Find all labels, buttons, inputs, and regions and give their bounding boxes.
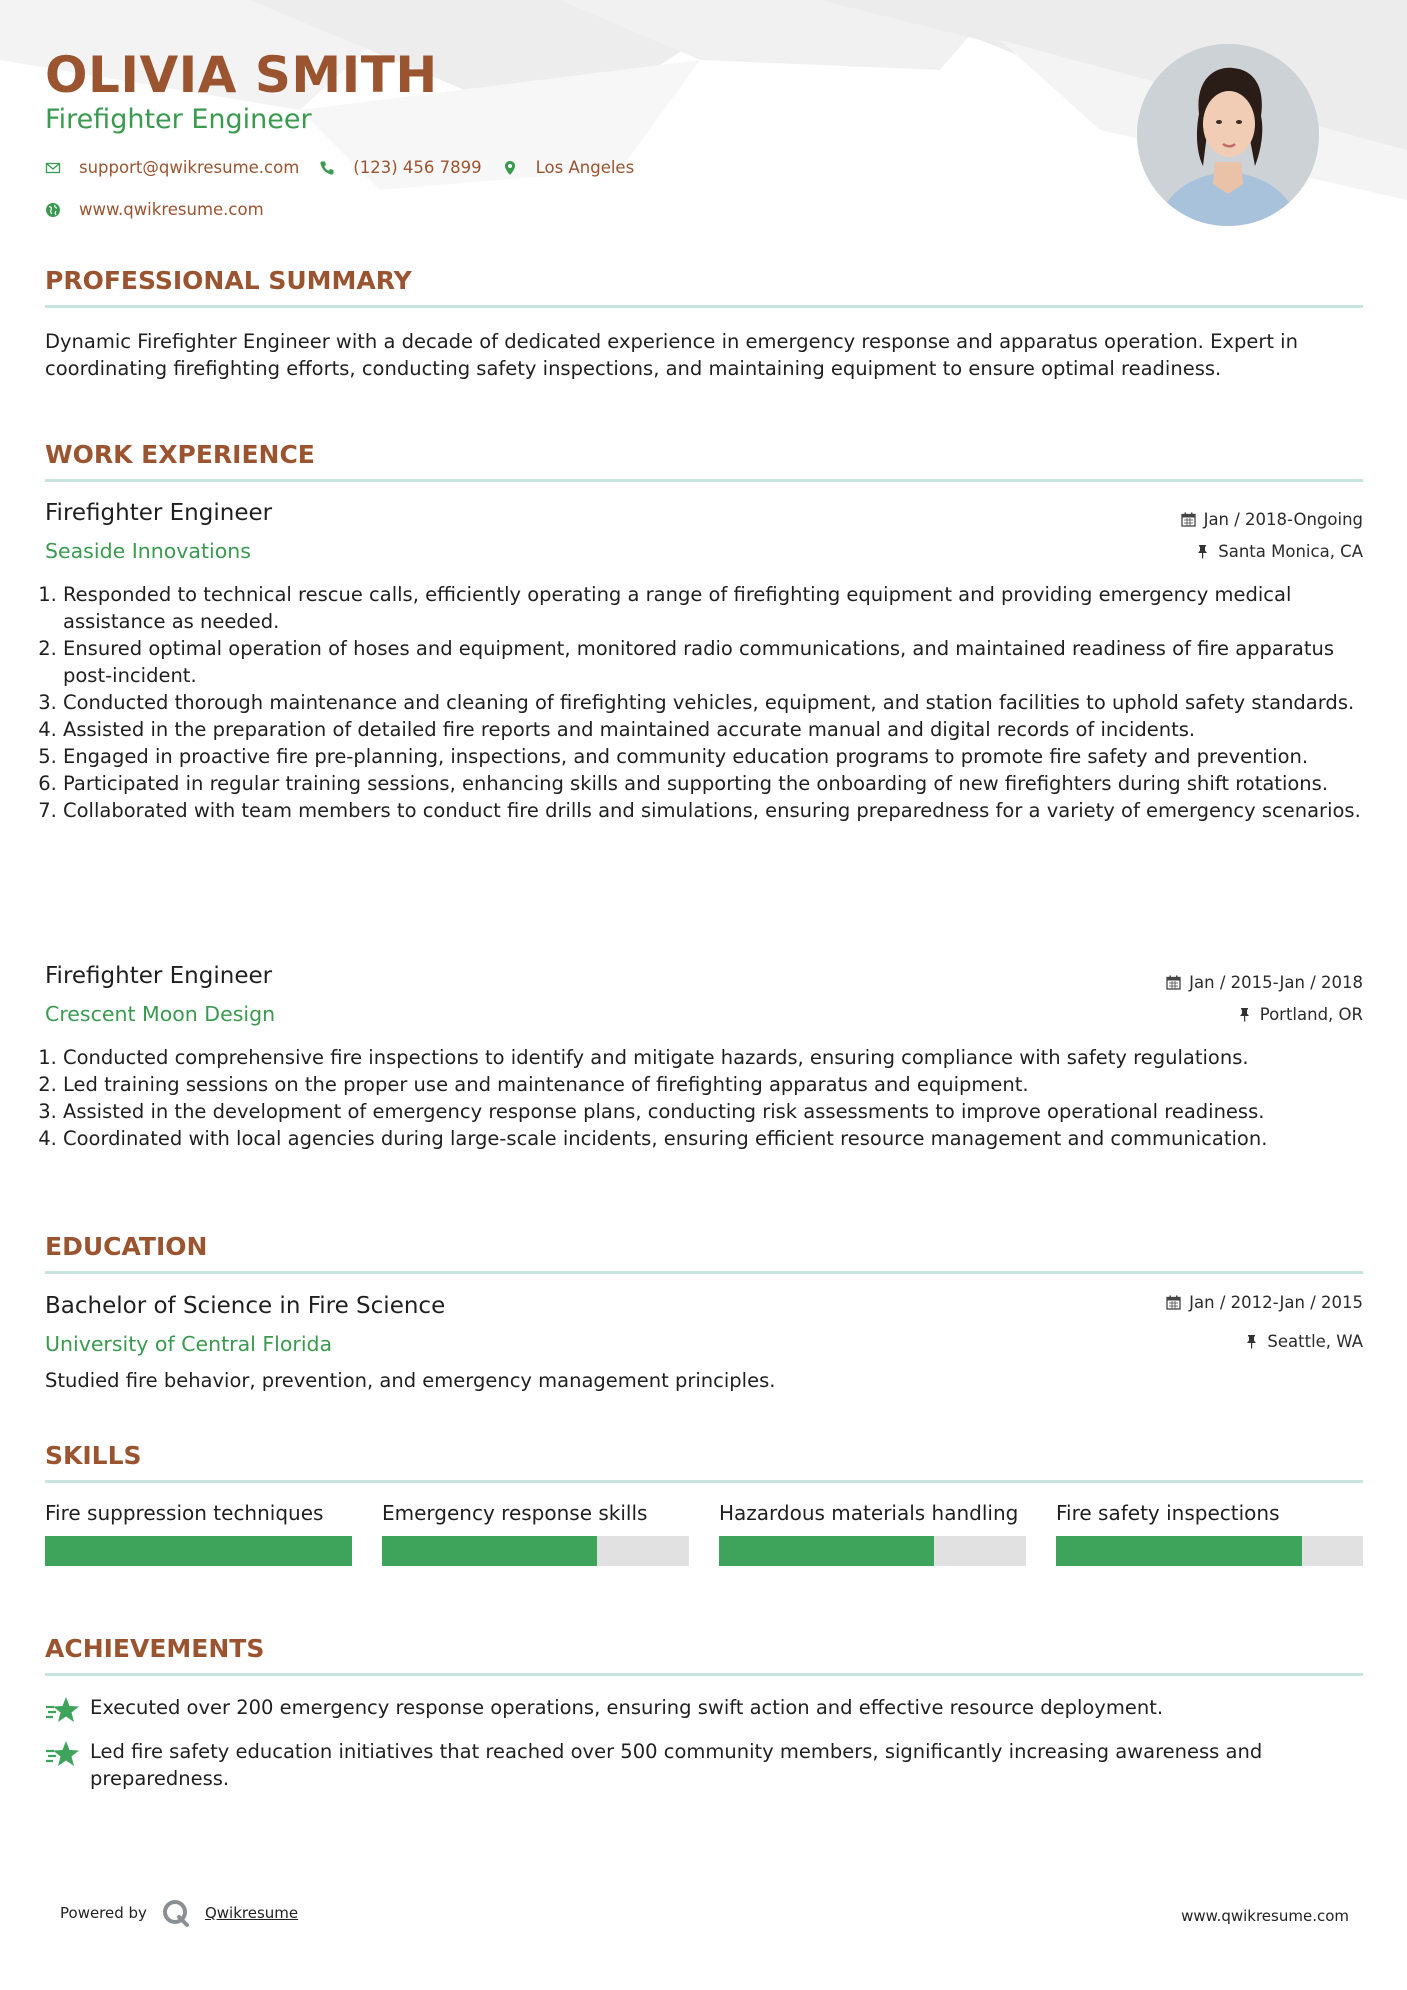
education-section-header [45, 1232, 1363, 1274]
experience-section-header [45, 440, 1363, 482]
skill-level-fill [1056, 1536, 1302, 1566]
qwikresume-logo-icon [161, 1898, 191, 1928]
summary-section-header [45, 266, 1363, 308]
calendar-icon [1181, 512, 1196, 527]
job-location-text: Portland, OR [1259, 1005, 1363, 1024]
contact-row-primary [45, 158, 654, 177]
job-bullets [45, 1044, 1381, 1152]
skill-item [45, 1501, 352, 1566]
section-divider [45, 305, 1363, 308]
footer-powered-by [60, 1898, 298, 1928]
contact-website[interactable] [45, 200, 264, 219]
achievements-section-header [45, 1634, 1363, 1676]
achievements-heading: ACHIEVEMENTS [45, 1634, 265, 1663]
list-item: 4. Coordinated with local agencies during large-scale incidents, ensuring efficient resource management and communication. [63, 1125, 1381, 1152]
phone-text: (123) 456 7899 [353, 158, 482, 177]
calendar-icon [1166, 1295, 1181, 1310]
star-award-icon [45, 1696, 81, 1726]
map-pin-icon [502, 160, 518, 176]
job-role: Firefighter Engineer [45, 963, 273, 989]
qwikresume-link[interactable]: Qwikresume [204, 1904, 299, 1922]
list-item: 4. Assisted in the preparation of detailed fire reports and maintained accurate manual and digital records of incidents. [63, 716, 1381, 743]
education-dates [1166, 1293, 1363, 1312]
skill-level-fill [719, 1536, 934, 1566]
job-dates [1181, 510, 1363, 529]
job-location [1237, 1005, 1363, 1024]
job-company: Seaside Innovations [45, 539, 251, 563]
footer-url[interactable]: www.qwikresume.com [1181, 1907, 1349, 1925]
job-dates [1166, 973, 1363, 992]
email-text: support@qwikresume.com [79, 158, 300, 177]
job-role: Firefighter Engineer [45, 500, 273, 526]
skill-item [382, 1501, 689, 1566]
skills-section-header [45, 1441, 1363, 1483]
skill-level-bar [719, 1536, 1026, 1566]
education-school: University of Central Florida [45, 1332, 333, 1356]
education-description: Studied fire behavior, prevention, and emergency management principles. [45, 1369, 776, 1392]
powered-by-label: Powered by [60, 1904, 147, 1922]
skill-item [719, 1501, 1026, 1566]
achievement-text: Executed over 200 emergency response operations, ensuring swift action and effective resource deployment. [90, 1696, 1164, 1719]
list-item: 6. Participated in regular training sessions, enhancing skills and supporting the onboarding of new firefighters during shift rotations. [63, 770, 1381, 797]
list-item: 3. Assisted in the development of emergency response plans, conducting risk assessments to improve operational readiness. [63, 1098, 1381, 1125]
globe-icon [45, 202, 61, 218]
education-dates-text: Jan / 2012-Jan / 2015 [1189, 1293, 1363, 1312]
experience-heading: WORK EXPERIENCE [45, 440, 315, 469]
section-divider [45, 1480, 1363, 1483]
skill-level-bar [45, 1536, 352, 1566]
contact-location [502, 158, 635, 177]
summary-heading: PROFESSIONAL SUMMARY [45, 266, 412, 295]
list-item: 2. Led training sessions on the proper use and maintenance of firefighting apparatus and equipment. [63, 1071, 1381, 1098]
education-heading: EDUCATION [45, 1232, 208, 1261]
summary-text: Dynamic Firefighter Engineer with a decade of dedicated experience in emergency response and apparatus operation. Expert in coordinating firefighting efforts, conducting safety inspections, and maintaining equipment to ensure optimal readiness. [45, 330, 1298, 380]
contact-email[interactable] [45, 158, 299, 177]
list-item: 2. Ensured optimal operation of hoses and equipment, monitored radio communications, and maintained readiness of fire apparatus post-incident. [63, 635, 1381, 689]
section-divider [45, 479, 1363, 482]
star-award-icon [45, 1740, 81, 1770]
website-text: www.qwikresume.com [79, 200, 264, 219]
pushpin-icon [1244, 1334, 1259, 1349]
list-item: 1. Conducted comprehensive fire inspections to identify and mitigate hazards, ensuring compliance with safety regulations. [63, 1044, 1381, 1071]
skill-name: Fire suppression techniques [45, 1501, 324, 1525]
candidate-title: Firefighter Engineer [45, 104, 312, 135]
job-location-text: Santa Monica, CA [1218, 542, 1363, 561]
skill-name: Hazardous materials handling [719, 1501, 1019, 1525]
education-location [1244, 1332, 1363, 1351]
list-item: 7. Collaborated with team members to conduct fire drills and simulations, ensuring preparedness for a variety of emergency scenarios. [63, 797, 1381, 824]
skills-heading: SKILLS [45, 1441, 142, 1470]
skill-item [1056, 1501, 1363, 1566]
education-degree: Bachelor of Science in Fire Science [45, 1293, 446, 1319]
education-location-text: Seattle, WA [1267, 1332, 1363, 1351]
skill-name: Fire safety inspections [1056, 1501, 1280, 1525]
skill-name: Emergency response skills [382, 1501, 648, 1525]
skill-level-bar [382, 1536, 689, 1566]
list-item: 5. Engaged in proactive fire pre-planning, inspections, and community education programs to promote fire safety and prevention. [63, 743, 1381, 770]
achievement-text: Led fire safety education initiatives that reached over 500 community members, significantly increasing awareness and preparedness. [90, 1740, 1263, 1790]
job-company: Crescent Moon Design [45, 1002, 276, 1026]
pushpin-icon [1195, 544, 1210, 559]
achievement-item [45, 1738, 1363, 1792]
location-text: Los Angeles [535, 158, 635, 177]
job-bullets [45, 581, 1381, 824]
job-dates-text: Jan / 2018-Ongoing [1203, 510, 1363, 529]
pushpin-icon [1237, 1007, 1252, 1022]
job-location [1195, 542, 1363, 561]
list-item: 3. Conducted thorough maintenance and cleaning of firefighting vehicles, equipment, and station facilities to uphold safety standards. [63, 689, 1381, 716]
skill-level-fill [382, 1536, 597, 1566]
candidate-name: OLIVIA SMITH [45, 46, 438, 104]
section-divider [45, 1271, 1363, 1274]
skill-level-fill [45, 1536, 352, 1566]
achievement-item [45, 1694, 1363, 1726]
calendar-icon [1166, 975, 1181, 990]
section-divider [45, 1673, 1363, 1676]
job-dates-text: Jan / 2015-Jan / 2018 [1189, 973, 1363, 992]
list-item: 1. Responded to technical rescue calls, efficiently operating a range of firefighting equipment and providing emergency medical assistance as needed. [63, 581, 1381, 635]
envelope-icon [45, 160, 61, 176]
profile-photo [1137, 44, 1319, 226]
skill-level-bar [1056, 1536, 1363, 1566]
contact-row-secondary [45, 200, 284, 219]
phone-icon [319, 160, 335, 176]
contact-phone[interactable] [319, 158, 481, 177]
